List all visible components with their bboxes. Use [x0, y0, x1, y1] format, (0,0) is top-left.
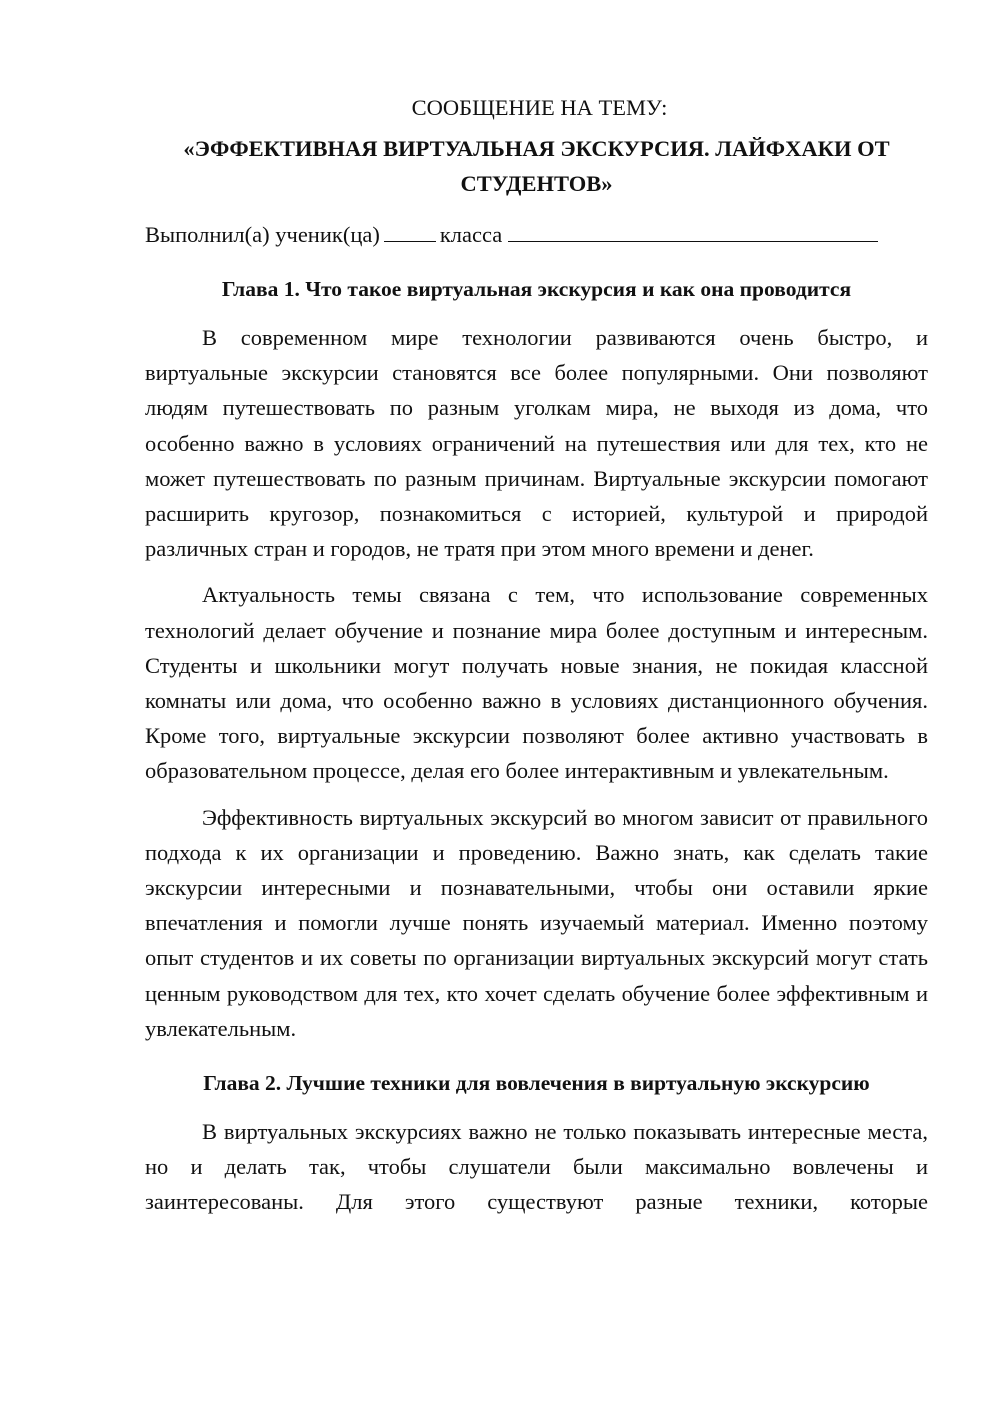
author-line [145, 217, 928, 252]
chapter-1-paragraph: Эффективность виртуальных экскурсий во многом зависит от правильного подхода к их организации и проведению. Важно знать, как сделать такие экскурсии интересными и познавательными, чтобы они оставили яркие впечатления и помогли лучше понять изучаемый материал. Именно поэтому опыт студентов и их советы по организации виртуальных экскурсий могут стать ценным руководством для тех, кто хочет сделать обучение более эффективным и увлекательным. [145, 804, 928, 1041]
chapter-2-paragraph: В виртуальных экскурсиях важно не только показывать интересные места, но и делать так, чтобы слушатели были максимально вовлечены и заинтересованы. Для этого существуют разные техники, которые [145, 1119, 928, 1215]
document-title: «ЭФФЕКТИВНАЯ ВИРТУАЛЬНАЯ ЭКСКУРСИЯ. ЛАЙФХАКИ ОТ СТУДЕНТОВ» [183, 136, 890, 196]
chapter-1-title: Глава 1. Что такое виртуальная экскурсия и как она проводится [221, 277, 852, 301]
class-label: класса [439, 222, 503, 247]
document-page [145, 90, 928, 1220]
author-name-blank [508, 219, 878, 242]
class-number-blank [384, 219, 436, 242]
chapter-1-paragraph: Актуальность темы связана с тем, что использование современных технологий делает обучение и познание мира более доступным и интересным. Студенты и школьники могут получать новые знания, не покидая классной комнаты или дома, что особенно важно в условиях дистанционного обучения. Кроме того, виртуальные экскурсии позволяют более активно участвовать в образовательном процессе, делая его более интерактивным и увлекательным. [145, 582, 928, 784]
document-header: СООБЩЕНИЕ НА ТЕМУ: [411, 95, 668, 120]
author-prefix: Выполнил(а) ученик(ца) [145, 222, 380, 247]
chapter-2-title: Глава 2. Лучшие техники для вовлечения в виртуальную экскурсию [203, 1071, 870, 1096]
chapter-1-paragraph: В современном мире технологии развиваются очень быстро, и виртуальные экскурсии становятся все более популярными. Они позволяют людям путешествовать по разным уголкам мира, не выходя из дома, что особенно важно в условиях ограничений на путешествия или для тех, кто не может путешествовать по разным причинам. Виртуальные экскурсии помогают расширить кругозор, познакомиться с историей, культурой и природой различных стран и городов, не тратя при этом много времени и денег. [145, 325, 928, 562]
